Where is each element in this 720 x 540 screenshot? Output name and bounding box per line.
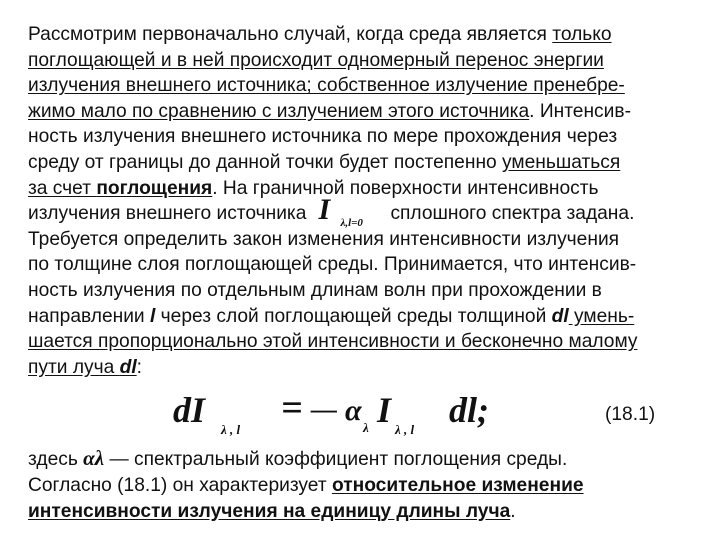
eq-rhs-I: I (377, 390, 392, 431)
paragraph-1 (28, 22, 698, 380)
equation-18-1 (28, 384, 698, 442)
line-14 (28, 355, 698, 381)
line-1 (28, 22, 698, 48)
text-span: Согласно (18.1) он характеризует (28, 474, 332, 496)
line-7 (28, 176, 698, 202)
inline-formula (306, 193, 390, 230)
line-9: Требуется определить закон изменения интенсивности излучения (28, 228, 620, 250)
equation-number: (18.1) (605, 404, 656, 426)
underlined-text: только (552, 24, 612, 45)
line-3: излучения внешнего источника; собственное излучение пренебре- (28, 75, 625, 97)
text-span: . На граничной поверхности интенсивность (212, 177, 599, 199)
text-span: через слой поглощающей среды толщиной (155, 305, 552, 327)
variable-dl: dl (551, 305, 569, 327)
formula-subscript: λ,l=0 (340, 217, 363, 230)
variable-dl: dl (119, 356, 137, 378)
paragraph-2 (28, 446, 698, 524)
bold-underlined-text: интенсивности излучения на единицу длины луча (28, 500, 511, 522)
document-body (28, 22, 698, 524)
line-8 (28, 193, 698, 230)
formula-symbol: I (318, 193, 331, 227)
line-10: по толщине слоя поглощающей среды. Принимается, что интенсив- (28, 254, 637, 276)
eq-lhs-subscript: λ , l (221, 422, 241, 438)
text-span: излучения внешнего источника (28, 203, 307, 225)
line-13: шается пропорционально этой интенсивности и бесконечно малому (28, 331, 638, 353)
line-6 (28, 150, 698, 176)
text-span: направлении (28, 305, 150, 327)
bold-underlined-text: относительное изменение (331, 474, 584, 496)
text-span: — спектральный коэффициент поглощения среды. (104, 449, 568, 471)
bold-underlined-text: поглощения (96, 177, 213, 199)
text-span: Рассмотрим первоначально случай, когда среда является (28, 24, 553, 45)
eq-rhs-dl: dl; (449, 390, 489, 431)
eq-equals: = (281, 387, 303, 430)
underlined-text: пути луча (28, 356, 120, 378)
line-17 (28, 499, 698, 525)
text-span: сплошного спектра задана. (390, 203, 635, 225)
line-16 (28, 473, 698, 499)
eq-alpha: α (345, 394, 362, 428)
underlined-text: за счет (28, 177, 97, 199)
line-4 (28, 99, 698, 125)
text-span: : (136, 356, 143, 378)
line-15 (28, 446, 698, 473)
underlined-text: умень- (568, 305, 635, 327)
line-2: поглощающей и в ней происходит одномерный перенос энергии (28, 49, 604, 71)
eq-rhs-subscript: λ , l (395, 422, 415, 438)
line-11: ность излучения по отдельным длинам волн при прохождении в (28, 279, 602, 301)
line-12 (28, 304, 698, 330)
underlined-text: уменьшаться (502, 151, 621, 173)
text-span: . (510, 500, 516, 522)
line-5: ность излучения внешнего источника по мере прохождения через (28, 126, 618, 148)
eq-lhs: dI (173, 390, 206, 431)
text-span: . Интенсив- (529, 100, 631, 122)
text-span: здесь (28, 449, 84, 471)
underlined-text: жимо мало по сравнению с излучением этого источника (28, 100, 530, 122)
eq-alpha-subscript: λ (363, 420, 369, 436)
alpha-symbol: αλ (83, 446, 105, 471)
text-span: среду от границы до данной точки будет постепенно (28, 151, 503, 173)
variable-l: l (149, 305, 156, 327)
eq-minus: — (311, 395, 337, 425)
equation-graphic (173, 384, 533, 442)
